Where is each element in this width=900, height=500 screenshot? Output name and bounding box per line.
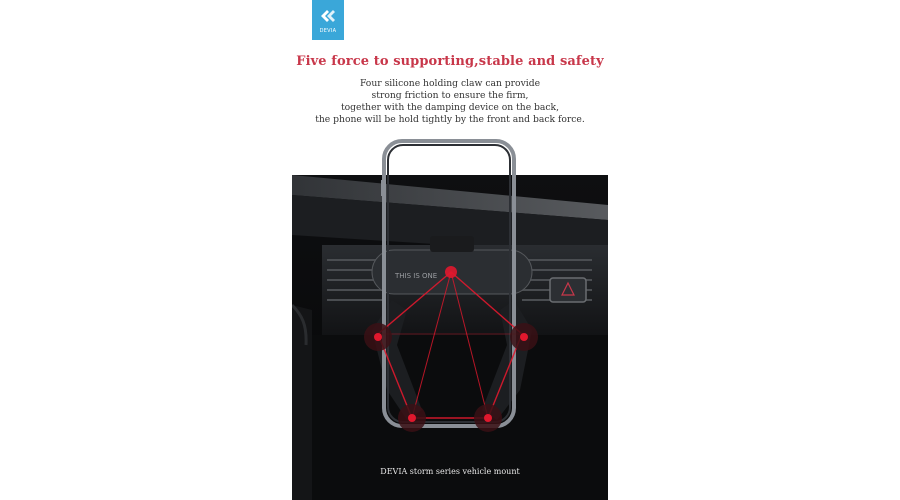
description-line: together with the damping device on the back, bbox=[340, 102, 560, 113]
description-line: Four silicone holding claw can provide bbox=[359, 78, 541, 89]
description-line: the phone will be hold tightly by the front and back force. bbox=[315, 114, 585, 125]
mount-display-text: THIS IS ONE bbox=[395, 272, 438, 280]
force-point bbox=[445, 266, 457, 278]
product-poster bbox=[292, 0, 608, 500]
headline: Five force to supporting,stable and safety bbox=[296, 54, 604, 69]
caption: DEVIA storm series vehicle mount bbox=[380, 467, 520, 476]
phone-mount-illustration bbox=[292, 0, 608, 500]
description-line: strong friction to ensure the firm, bbox=[371, 90, 529, 101]
brand-name: DEVIA bbox=[319, 27, 337, 34]
